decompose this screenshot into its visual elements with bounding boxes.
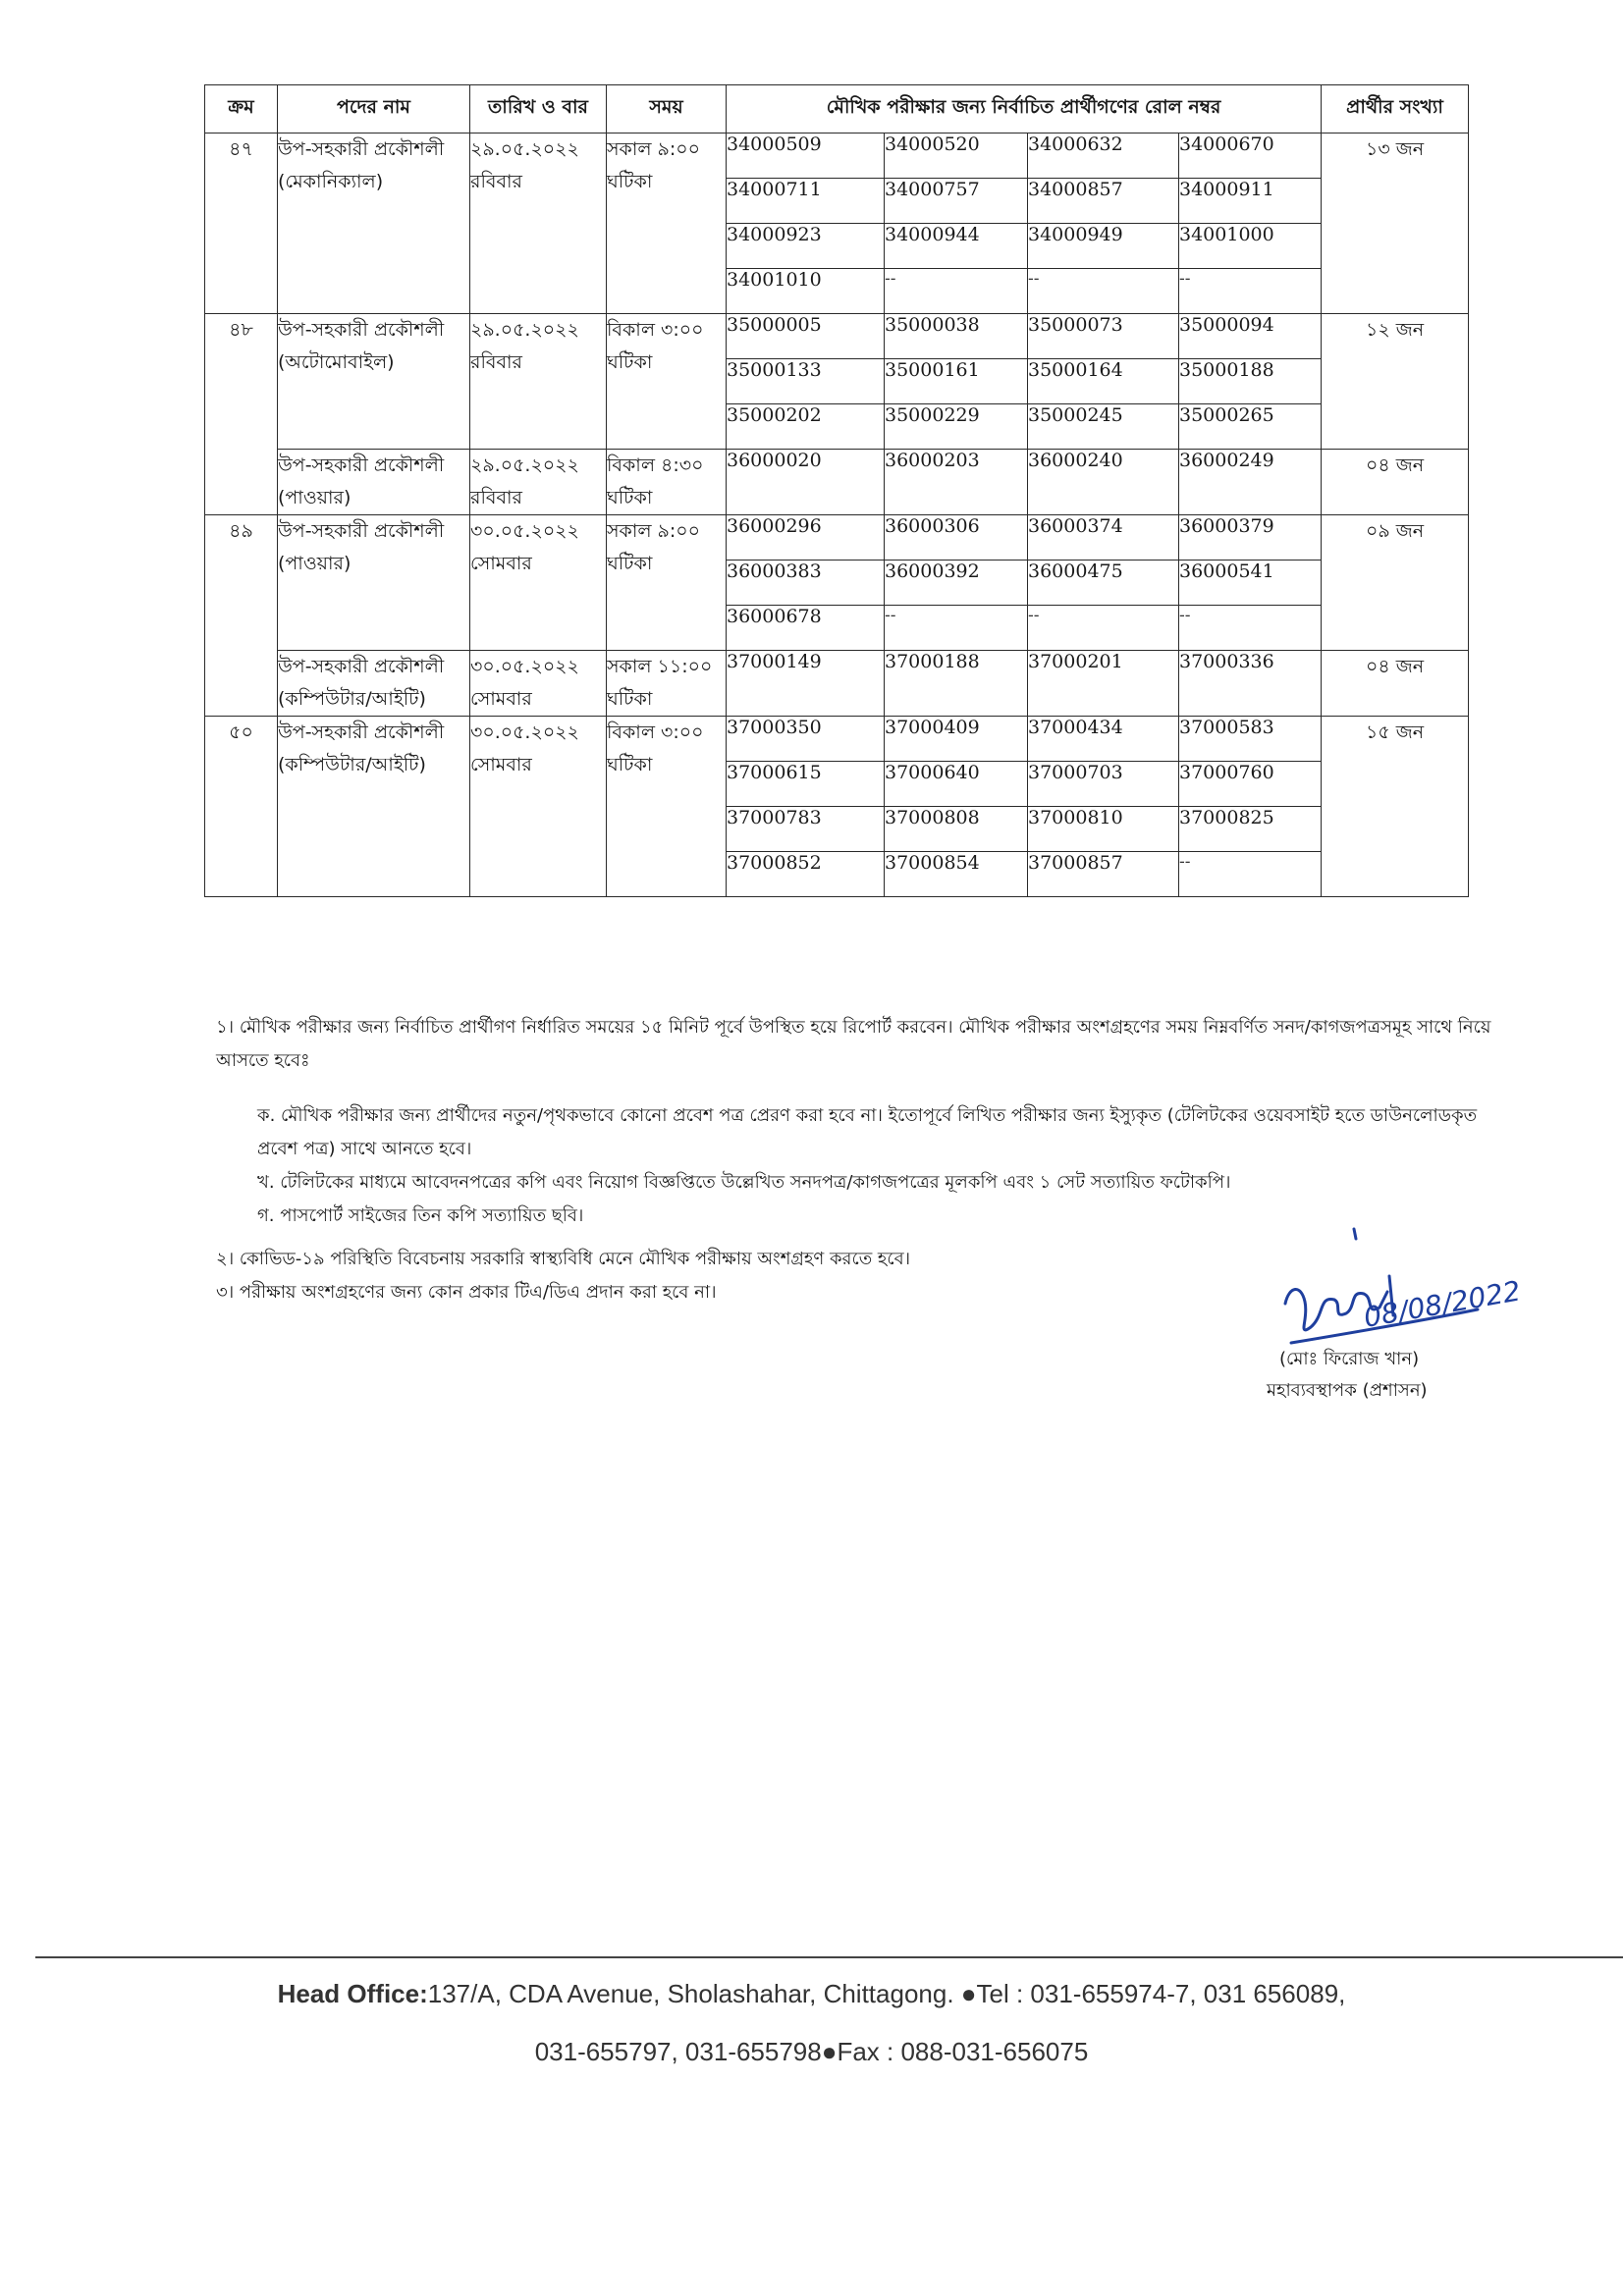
table-header-row (205, 85, 1469, 133)
serial-cell: ৪৭ (205, 133, 278, 314)
footer-address: 137/A, CDA Avenue, Sholashahar, Chittagong. (427, 1979, 954, 2008)
footer-divider (35, 1956, 1623, 1958)
roll-number-cell: 34000509 (727, 133, 885, 179)
roll-number-cell: -- (1028, 269, 1179, 314)
roll-number-cell: 36000020 (727, 450, 885, 515)
note-1-ga: গ. পাসপোর্ট সাইজের তিন কপি সত্যায়িত ছবি। (257, 1205, 584, 1226)
roll-number-cell: 37000640 (885, 762, 1028, 807)
cell-text: ২৯.০৫.২০২২ (470, 454, 579, 476)
bullet-icon: ● (821, 2037, 838, 2066)
post-name-cell: উপ-সহকারী প্রকৌশলী (মেকানিক্যাল) (278, 133, 470, 314)
header-count: প্রার্থীর সংখ্যা (1322, 85, 1469, 133)
roll-number-cell: 36000306 (885, 515, 1028, 561)
roll-number-cell: 37000703 (1028, 762, 1179, 807)
roll-number-cell: 35000073 (1028, 314, 1179, 359)
date-cell (470, 133, 607, 314)
cell-text: সোমবার (470, 754, 532, 775)
cell-text: রবিবার (470, 351, 522, 373)
date-cell (470, 717, 607, 897)
signatory-title: মহাব্যবস্থাপক (প্রশাসন) (1267, 1380, 1428, 1401)
roll-number-cell: 35000094 (1179, 314, 1322, 359)
candidate-count-cell: ১২ জন (1322, 314, 1469, 450)
note-1: ১। মৌখিক পরীক্ষার জন্য নির্বাচিত প্রার্থীগণ নির্ধারিত সময়ের ১৫ মিনিট পূর্বে উপস্থিত হয়ে রিপোর্ট করবেন। মৌখিক পরীক্ষার অংশগ্রহণের সময় নিম্নবর্ণিত সনদ/কাগজপত্রসমূহ সাথে নিয়ে আসতে হবেঃ (216, 1017, 1491, 1071)
cell-text: ৩০.০৫.২০২২ (470, 721, 579, 743)
candidate-count-cell: ১৫ জন (1322, 717, 1469, 897)
roll-number-cell: 37000615 (727, 762, 885, 807)
cell-text: ৩০.০৫.২০২২ (470, 656, 579, 677)
roll-number-cell: 35000164 (1028, 359, 1179, 404)
time-cell: সকাল ৯:০০ ঘটিকা (607, 133, 727, 314)
roll-number-cell: 34000520 (885, 133, 1028, 179)
cell-text: রবিবার (470, 487, 522, 508)
roll-number-cell: -- (1028, 606, 1179, 651)
roll-number-cell: 34000670 (1179, 133, 1322, 179)
note-1-kha: খ. টেলিটকের মাধ্যমে আবেদনপত্রের কপি এবং নিয়োগ বিজ্ঞপ্তিতে উল্লেখিত সনদপত্র/কাগজপত্রের মূলকপি এবং ১ সেট সত্যায়িত ফটোকপি। (257, 1172, 1231, 1193)
candidate-count-cell: ১৩ জন (1322, 133, 1469, 314)
time-cell: বিকাল ৪:৩০ ঘটিকা (607, 450, 727, 515)
date-cell (470, 651, 607, 717)
roll-number-cell: 34000632 (1028, 133, 1179, 179)
roll-number-cell: 37000336 (1179, 651, 1322, 717)
note-3: ৩। পরীক্ষায় অংশগ্রহণের জন্য কোন প্রকার টিএ/ডিএ প্রদান করা হবে না। (216, 1282, 717, 1303)
cell-text: ২৯.০৫.২০২২ (470, 138, 579, 160)
roll-number-cell: 34000711 (727, 179, 885, 224)
signatory-name: (মোঃ ফিরোজ খান) (1279, 1349, 1420, 1369)
roll-number-cell: 37000149 (727, 651, 885, 717)
post-name-cell: উপ-সহকারী প্রকৌশলী (কম্পিউটার/আইটি) (278, 651, 470, 717)
roll-number-cell: -- (1179, 269, 1322, 314)
note-2: ২। কোভিড-১৯ পরিস্থিতি বিবেচনায় সরকারি স্বাস্থ্যবিধি মেনে মৌখিক পরীক্ষায় অংশগ্রহণ করতে হবে। (216, 1249, 911, 1269)
post-name-cell: উপ-সহকারী প্রকৌশলী (পাওয়ার) (278, 450, 470, 515)
roll-number-cell: -- (1179, 852, 1322, 897)
roll-number-cell: 37000188 (885, 651, 1028, 717)
roll-number-cell: 37000852 (727, 852, 885, 897)
roll-number-cell: 36000296 (727, 515, 885, 561)
roll-number-cell: 35000161 (885, 359, 1028, 404)
roll-number-cell: 37000857 (1028, 852, 1179, 897)
cell-text: ৩০.০৫.২০২২ (470, 520, 579, 542)
serial-cell: ৪৮ (205, 314, 278, 515)
roll-number-cell: 37000350 (727, 717, 885, 762)
post-name-cell: উপ-সহকারী প্রকৌশলী (পাওয়ার) (278, 515, 470, 651)
roll-number-cell: 37000409 (885, 717, 1028, 762)
note-1-ka: ক. মৌখিক পরীক্ষার জন্য প্রার্থীদের নতুন/পৃথকভাবে কোনো প্রবেশ পত্র প্রেরণ করা হবে না। ইতোপূর্বে লিখিত পরীক্ষার জন্য ইস্যুকৃত (টেলিটকের ওয়েবসাইট হতে ডাউনলোডকৃত প্রবেশ পত্র) সাথে আনতে হবে। (257, 1105, 1478, 1159)
roll-number-cell: 37000825 (1179, 807, 1322, 852)
footer-label: Head Office: (277, 1979, 428, 2008)
table-row (205, 717, 1469, 762)
roll-number-cell: 36000249 (1179, 450, 1322, 515)
roll-number-cell: 36000392 (885, 561, 1028, 606)
header-post: পদের নাম (278, 85, 470, 133)
roll-number-cell: 34000757 (885, 179, 1028, 224)
roll-number-cell: -- (885, 269, 1028, 314)
roll-number-cell: 37000760 (1179, 762, 1322, 807)
roll-number-cell: 34000944 (885, 224, 1028, 269)
roll-number-cell: 37000434 (1028, 717, 1179, 762)
post-name-cell: উপ-সহকারী প্রকৌশলী (অটোমোবাইল) (278, 314, 470, 450)
table-row (205, 314, 1469, 359)
roll-number-cell: 35000038 (885, 314, 1028, 359)
roll-number-cell: 37000810 (1028, 807, 1179, 852)
roll-number-cell: 34000923 (727, 224, 885, 269)
date-cell (470, 450, 607, 515)
candidate-count-cell: ০৪ জন (1322, 450, 1469, 515)
table-row (205, 450, 1469, 515)
time-cell: সকাল ১১:০০ ঘটিকা (607, 651, 727, 717)
roll-number-cell: 36000678 (727, 606, 885, 651)
roll-number-cell: 35000229 (885, 404, 1028, 450)
roll-number-cell: 37000854 (885, 852, 1028, 897)
header-date: তারিখ ও বার (470, 85, 607, 133)
roll-number-cell: 35000245 (1028, 404, 1179, 450)
candidate-count-cell: ০৯ জন (1322, 515, 1469, 651)
table-row (205, 515, 1469, 561)
roll-number-cell: 35000005 (727, 314, 885, 359)
roll-number-cell: 37000583 (1179, 717, 1322, 762)
roll-number-cell: 34001010 (727, 269, 885, 314)
roll-number-cell: 36000240 (1028, 450, 1179, 515)
roll-number-cell: 36000541 (1179, 561, 1322, 606)
roll-number-cell: -- (885, 606, 1028, 651)
date-cell (470, 515, 607, 651)
roll-number-cell: 36000379 (1179, 515, 1322, 561)
table-row (205, 133, 1469, 179)
cell-text: রবিবার (470, 171, 522, 192)
roll-number-cell: 34001000 (1179, 224, 1322, 269)
roll-number-cell: 35000133 (727, 359, 885, 404)
roll-number-cell: 36000203 (885, 450, 1028, 515)
roll-number-cell: 37000201 (1028, 651, 1179, 717)
roll-number-cell: 34000949 (1028, 224, 1179, 269)
time-cell: সকাল ৯:০০ ঘটিকা (607, 515, 727, 651)
roll-number-cell: 36000374 (1028, 515, 1179, 561)
interview-schedule-table (204, 84, 1469, 897)
post-name-cell: উপ-সহকারী প্রকৌশলী (কম্পিউটার/আইটি) (278, 717, 470, 897)
roll-number-cell: 34000911 (1179, 179, 1322, 224)
roll-number-cell: 34000857 (1028, 179, 1179, 224)
roll-number-cell: 35000188 (1179, 359, 1322, 404)
signature-tick (1354, 1229, 1356, 1239)
roll-number-cell: 37000783 (727, 807, 885, 852)
roll-number-cell: 35000202 (727, 404, 885, 450)
roll-number-cell: 35000265 (1179, 404, 1322, 450)
handwritten-signature (1271, 1217, 1566, 1364)
footer-line-1 (0, 1979, 1623, 2009)
header-roll-numbers: মৌখিক পরীক্ষার জন্য নির্বাচিত প্রার্থীগণের রোল নম্বর (727, 85, 1322, 133)
roll-number-cell: 37000808 (885, 807, 1028, 852)
footer-tel-2: 031-655797, 031-655798 (534, 2037, 822, 2066)
bullet-icon: ● (960, 1979, 977, 2008)
serial-cell: ৫০ (205, 717, 278, 897)
footer-tel: Tel : 031-655974-7, 031 656089, (976, 1979, 1346, 2008)
cell-text: সোমবার (470, 688, 532, 710)
header-time: সময় (607, 85, 727, 133)
instructions-block (216, 1011, 1512, 1233)
roll-number-cell: -- (1179, 606, 1322, 651)
time-cell: বিকাল ৩:০০ ঘটিকা (607, 717, 727, 897)
header-serial: ক্রম (205, 85, 278, 133)
time-cell: বিকাল ৩:০০ ঘটিকা (607, 314, 727, 450)
date-cell (470, 314, 607, 450)
serial-cell: ৪৯ (205, 515, 278, 717)
cell-text: ২৯.০৫.২০২২ (470, 319, 579, 341)
footer-fax: Fax : 088-031-656075 (837, 2037, 1089, 2066)
signature-date: 08/08/2022 (1361, 1274, 1524, 1334)
table-row (205, 651, 1469, 717)
cell-text: সোমবার (470, 553, 532, 574)
roll-number-cell: 36000475 (1028, 561, 1179, 606)
roll-number-cell: 36000383 (727, 561, 885, 606)
note-1-items (257, 1099, 1512, 1233)
footer-line-2 (0, 2037, 1623, 2067)
candidate-count-cell: ০৪ জন (1322, 651, 1469, 717)
